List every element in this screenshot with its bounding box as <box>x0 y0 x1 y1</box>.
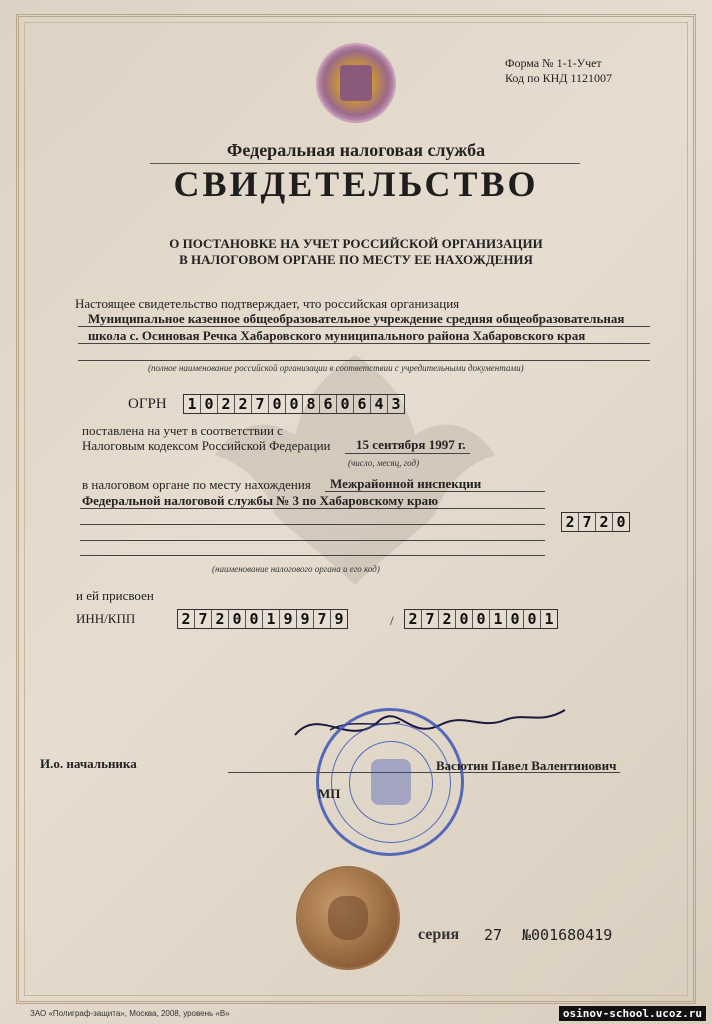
kpp-digit: 0 <box>507 610 524 628</box>
authority-underline-4 <box>80 540 545 541</box>
org-caption: (полное наименование российской организации в соответствии с учредительными документами) <box>148 363 524 373</box>
signer-name: Васютин Павел Валентинович <box>436 758 617 773</box>
registration-date: 15 сентября 1997 г. <box>356 437 466 452</box>
ogrn-digit: 8 <box>303 395 320 413</box>
ogrn-digit: 0 <box>337 395 354 413</box>
ogrn-digit: 6 <box>354 395 371 413</box>
org-line-3 <box>78 360 650 361</box>
authority-line-1: Межрайонной инспекции <box>330 476 482 491</box>
authority-intro: в налоговом органе по месту нахождения <box>82 477 311 492</box>
kpp-boxes <box>404 609 558 629</box>
inn-digit: 9 <box>297 610 314 628</box>
kpp-digit: 0 <box>473 610 490 628</box>
kpp-digit: 1 <box>490 610 507 628</box>
kpp-digit: 0 <box>456 610 473 628</box>
ogrn-label: ОГРН <box>128 396 167 412</box>
authority-underline-1 <box>325 491 545 492</box>
org-line-1 <box>78 326 650 327</box>
kpp-digit: 2 <box>439 610 456 628</box>
subtitle-line-1: О ПОСТАНОВКЕ НА УЧЕТ РОССИЙСКОЙ ОРГАНИЗАЦИИ <box>169 236 543 251</box>
embossed-seal <box>298 868 398 968</box>
inn-kpp-separator: / <box>390 613 394 628</box>
ogrn-digit: 6 <box>320 395 337 413</box>
inn-digit: 7 <box>314 610 331 628</box>
kpp-digit: 7 <box>422 610 439 628</box>
date-caption: (число, месяц, год) <box>348 458 420 468</box>
ogrn-digit: 0 <box>201 395 218 413</box>
document-subtitle <box>0 236 712 268</box>
inn-digit: 0 <box>246 610 263 628</box>
series-label: серия <box>418 926 460 943</box>
knd-code: Код по КНД 1121007 <box>505 71 612 85</box>
assigned-label: и ей присвоен <box>76 588 154 603</box>
inn-digit: 9 <box>280 610 297 628</box>
authority-underline-2 <box>80 508 545 509</box>
kpp-digit: 2 <box>405 610 422 628</box>
ogrn-digit: 2 <box>235 395 252 413</box>
kpp-digit: 1 <box>544 610 554 628</box>
document-title: СВИДЕТЕЛЬСТВО <box>173 164 539 204</box>
authority-code-boxes <box>561 512 630 532</box>
registered-line-2: Налоговым кодексом Российской Федерации <box>82 438 331 453</box>
org-name-line-2: школа с. Осиновая Речка Хабаровского муниципального района Хабаровского края <box>88 328 586 343</box>
subtitle-line-2: В НАЛОГОВОМ ОРГАНЕ ПО МЕСТУ ЕЕ НАХОЖДЕНИЯ <box>179 252 533 267</box>
official-round-stamp <box>316 708 464 856</box>
printer-info: ЗАО «Полиграф-защита», Москва, 2008, уровень «В» <box>30 1009 230 1018</box>
certificate-number: №001680419 <box>522 926 613 944</box>
authority-underline-5 <box>80 555 545 556</box>
form-info <box>505 56 612 86</box>
inn-digit: 2 <box>178 610 195 628</box>
inn-kpp-label: ИНН/КПП <box>76 611 136 626</box>
site-watermark: osinov-school.ucoz.ru <box>559 1006 706 1021</box>
org-intro: Настоящее свидетельство подтверждает, что российская организация <box>75 296 460 311</box>
ogrn-digit: 0 <box>269 395 286 413</box>
ogrn-digit: 2 <box>218 395 235 413</box>
ogrn-digit: 3 <box>391 395 401 413</box>
inn-digit: 9 <box>334 610 344 628</box>
date-underline <box>345 453 470 454</box>
ogrn-digit: 4 <box>371 395 388 413</box>
inn-digit: 2 <box>212 610 229 628</box>
authority-code-digit: 2 <box>596 513 613 531</box>
ogrn-digit: 0 <box>286 395 303 413</box>
authority-code-digit: 0 <box>616 513 626 531</box>
registered-line-1: поставлена на учет в соответствии с <box>82 423 283 438</box>
org-name-line-1: Муниципальное казенное общеобразовательное учреждение средняя общеобразовательная <box>88 311 625 326</box>
inn-digit: 0 <box>229 610 246 628</box>
authority-code-digit: 7 <box>579 513 596 531</box>
org-line-2 <box>78 343 650 344</box>
authority-line-2: Федеральной налоговой службы № 3 по Хабаровскому краю <box>82 493 439 508</box>
ogrn-digit: 1 <box>184 395 201 413</box>
inn-digit: 7 <box>195 610 212 628</box>
hologram-emblem <box>318 45 394 121</box>
kpp-digit: 0 <box>524 610 541 628</box>
inn-digit: 1 <box>263 610 280 628</box>
signer-position: И.о. начальника <box>40 756 137 771</box>
series-number: 27 <box>484 926 503 944</box>
inn-boxes <box>177 609 348 629</box>
authority-code-digit: 2 <box>562 513 579 531</box>
mp-label: МП <box>318 786 341 801</box>
authority-caption: (наименование налогового органа и его код) <box>212 564 380 574</box>
authority-underline-3 <box>80 524 545 525</box>
ogrn-digit: 7 <box>252 395 269 413</box>
agency-name: Федеральная налоговая служба <box>226 140 486 160</box>
ogrn-boxes <box>183 394 405 414</box>
form-number: Форма № 1-1-Учет <box>505 56 602 70</box>
